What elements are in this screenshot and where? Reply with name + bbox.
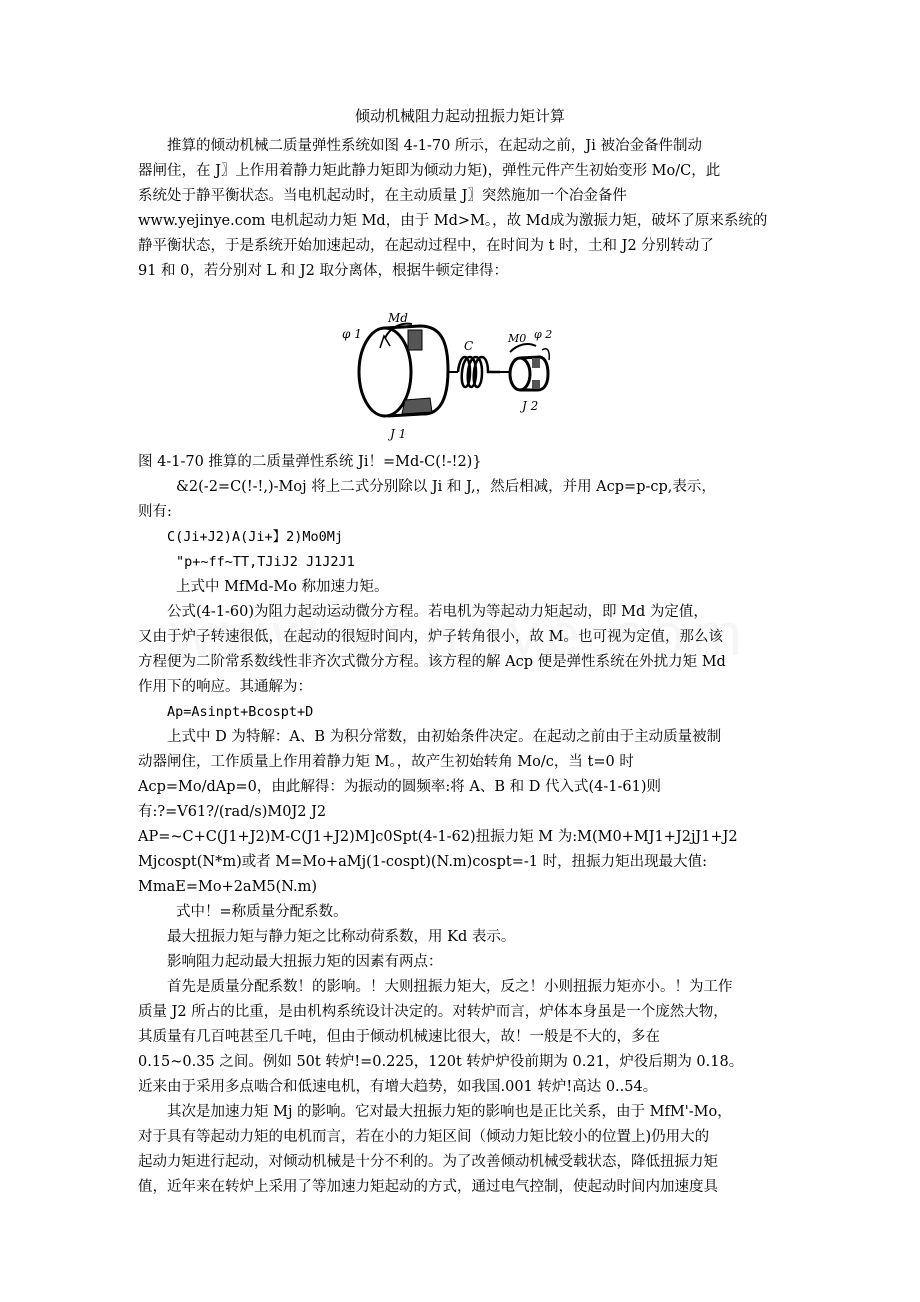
text-line: 影响阻力起动最大扭振力矩的因素有两点： — [167, 954, 443, 970]
label-phi1: φ 1 — [342, 327, 362, 341]
two-mass-system-diagram — [330, 300, 590, 450]
text-line: 系统处于静平衡状态。当电机起动时，在主动质量 J〗突然施加一个冶金备件 — [138, 188, 627, 204]
text-line: 上式中 MfMd-Mo 称加速力矩。 — [176, 579, 389, 595]
text-line: 对于具有等起动力矩的电机而言，若在小的力矩区间（倾动力矩比较小的位置上)仍用大的 — [138, 1129, 710, 1145]
text-line: 质量 J2 所占的比重，是由机构系统设计决定的。对转炉而言，炉体本身虽是一个庞然大物， — [138, 1004, 728, 1020]
text-line: 值，近年来在转炉上采用了等加速力矩起动的方式，通过电气控制，使起动时间内加速度具 — [138, 1179, 718, 1195]
equation: "p+~ff~TT,TJiJ2 J1J2J1 — [176, 554, 355, 570]
text-line: 动器闸住，工作质量上作用着静力矩 M。，故产生初始转角 Mo/c，当 t=0 时 — [138, 754, 634, 770]
figure-caption: 图 4-1-70 推算的二质量弹性系统 Ji！=Md-C(!-!2)} — [138, 454, 482, 470]
text-line: Acp=Mo/dAp=0，由此解得：为振动的圆频率:将 A、B 和 D 代入式(4-1-61)则 — [138, 779, 661, 795]
text-line: 其次是加速力矩 Mj 的影响。它对最大扭振力矩的影响也是正比关系，由于 MfM'-Mo， — [167, 1104, 732, 1120]
text-line: &2(-2=C(!-!,)-Moj 将上二式分别除以 Ji 和 J,，然后相减，并用 Acp=p-cp,表示， — [176, 479, 716, 495]
text-line: 0.15~0.35 之间。例如 50t 转炉!=0.225，120t 转炉炉役前期为 0.21，炉役后期为 0.18。 — [138, 1054, 744, 1070]
text-line: AP=~C+C(J1+J2)M-C(J1+J2)M]c0Spt(4-1-62)扭振力矩 M 为:M(M0+MJ1+J2jJ1+J2 — [138, 829, 738, 845]
label-md: Md — [388, 311, 408, 325]
text-line: 又由于炉子转速很低，在起动的很短时间内，炉子转角很小，故 M。也可视为定值，那么该 — [138, 629, 723, 645]
text-line: 静平衡状态，于是系统开始加速起动，在起动过程中，在时间为 t 时，土和 J2 分别转动了 — [138, 238, 714, 254]
text-line: 方程便为二阶常系数线性非齐次式微分方程。该方程的解 Acp 便是弹性系统在外扰力矩 Md — [138, 654, 726, 670]
text-line: www.yejinye.com 电机起动力矩 Md，由于 Md>M。，故 Md成为激振力矩，破坏了原来系统的 — [138, 213, 768, 229]
equation: C(Ji+J2)A(Ji+】2)Mo0Mj — [167, 529, 344, 545]
text-line: Mjcospt(N*m)或者 M=Mo+aMj(1-cospt)(N.m)cospt=-1 时，扭振力矩出现最大值: — [138, 854, 708, 870]
text-line: 91 和 0，若分别对 L 和 J2 取分离体，根据牛顿定律得： — [138, 263, 508, 279]
equation: Ap=Asinpt+Bcospt+D — [167, 704, 314, 720]
text-line: MmaE=Mo+2aM5(N.m) — [138, 879, 318, 895]
text-line: 则有: — [138, 504, 172, 520]
label-c: C — [464, 339, 474, 353]
text-line: 其质量有几百吨甚至几千吨，但由于倾动机械速比很大，故！一般是不大的，多在 — [138, 1029, 660, 1045]
text-line: 起动力矩进行起动，对倾动机械是十分不利的。为了改善倾动机械受载状态，降低扭振力矩 — [138, 1154, 718, 1170]
text-line: 器闸住，在 J〗上作用着静力矩此静力矩即为倾动力矩)，弹性元件产生初始变形 Mo/C，此 — [138, 163, 721, 179]
text-line: 最大扭振力矩与静力矩之比称动荷系数，用 Kd 表示。 — [167, 929, 516, 945]
label-phi2: φ 2 — [534, 328, 553, 341]
text-line: 近来由于采用多点啮合和低速电机，有增大趋势，如我国.001 转炉!高达 0..54。 — [138, 1079, 658, 1095]
text-line: 作用下的响应。其通解为： — [138, 679, 312, 695]
text-line: 公式(4-1-60)为阻力起动运动微分方程。若电机为等起动力矩起动，即 Md 为定值， — [167, 604, 708, 620]
page-title: 倾动机械阻力起动扭振力矩计算 — [354, 107, 565, 125]
label-m0: M0 — [508, 332, 527, 345]
text-line: 推算的倾动机械二质量弹性系统如图 4-1-70 所示，在起动之前，Ji 被冶金备件制动 — [167, 138, 702, 154]
label-j2: J 2 — [522, 399, 539, 413]
text-line: 有:?=V61?/(rad/s)M0J2 J2 — [138, 804, 327, 820]
label-j1: J 1 — [390, 427, 407, 441]
text-line: 式中！=称质量分配系数。 — [176, 904, 348, 920]
text-line: 上式中 D 为特解：A、B 为积分常数，由初始条件决定。在起动之前由于主动质量被制 — [167, 729, 722, 745]
text-line: 首先是质量分配系数！的影响。！大则扭振力矩大，反之！小则扭振力矩亦小。！为工作 — [167, 979, 733, 995]
